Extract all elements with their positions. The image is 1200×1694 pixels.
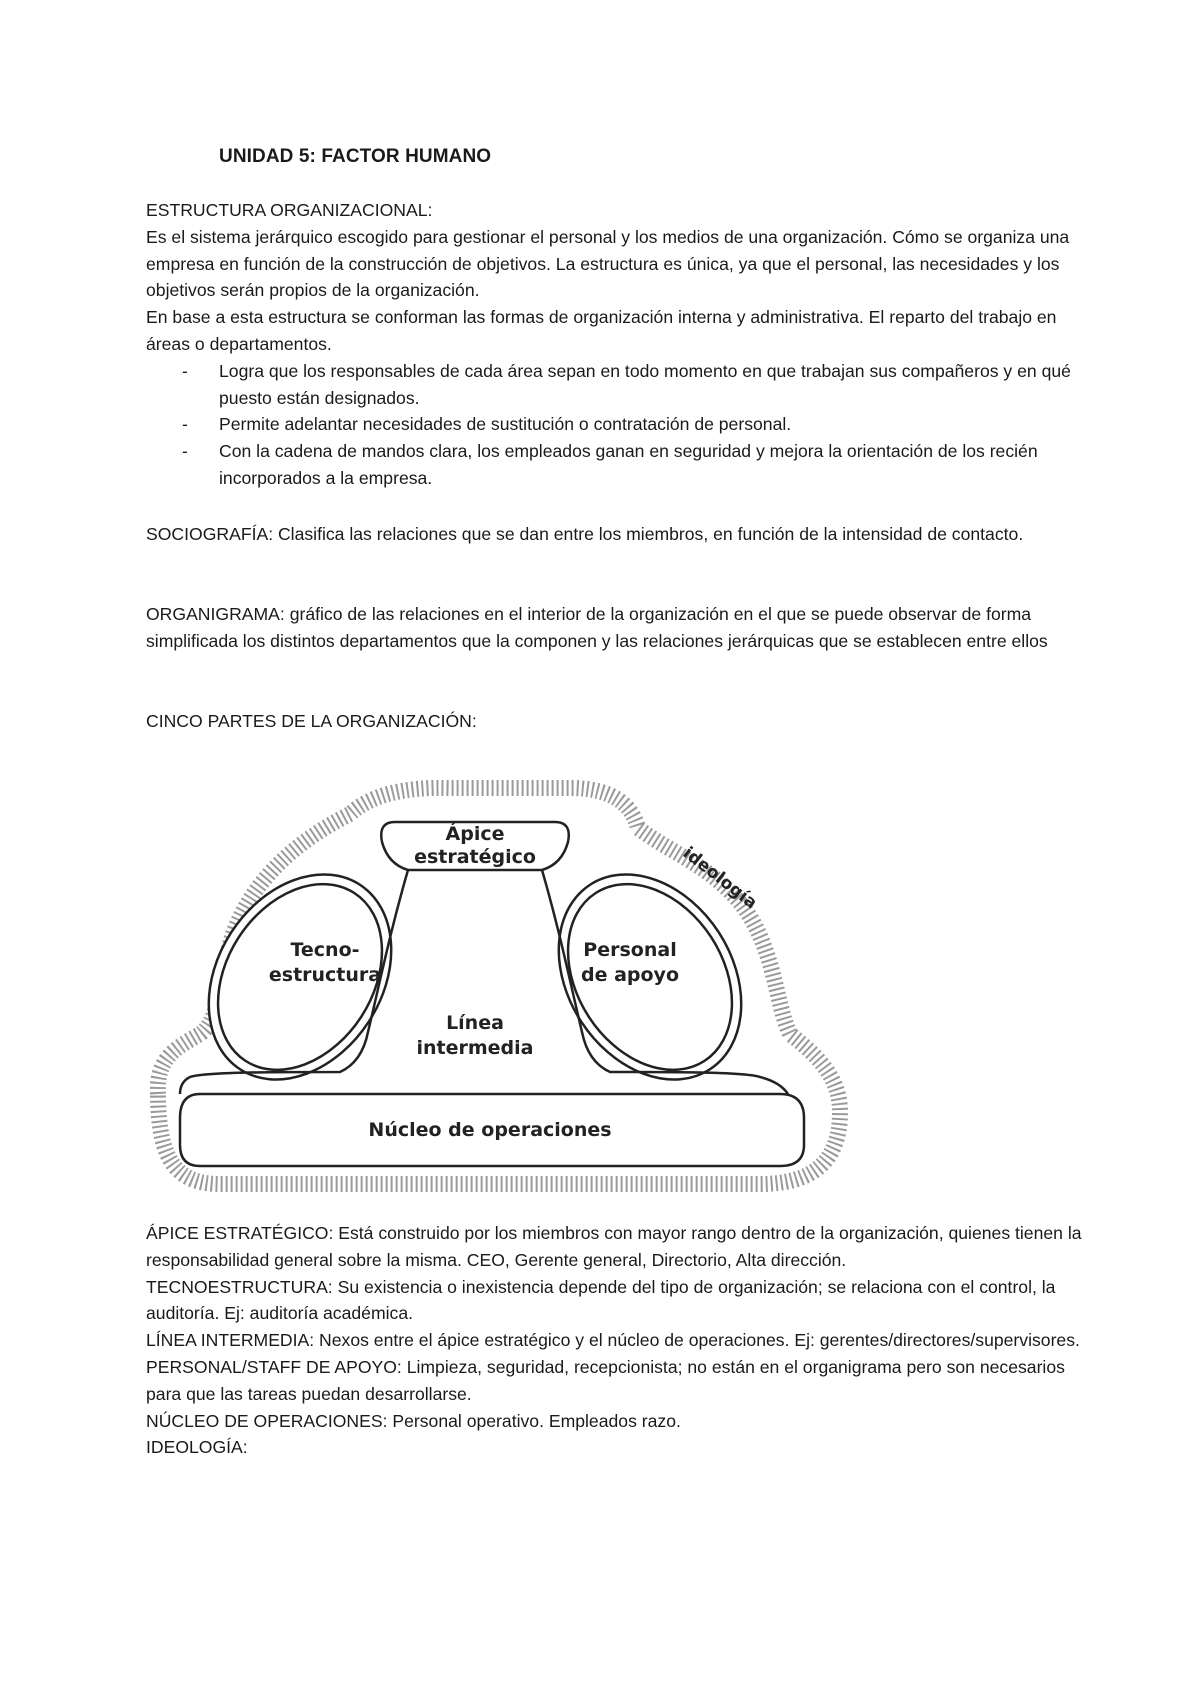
apice-label: estratégico: [414, 846, 536, 868]
bullet-marker: -: [182, 360, 188, 381]
definition-ideologia: IDEOLOGÍA:: [146, 1437, 248, 1458]
paragraph: Es el sistema jerárquico escogido para gestionar el personal y los medios de una organización. Cómo se organiza una empresa en función de la construcción de objetivos. La estructura es única, ya que el personal, las necesidades y los objetivos serán propios de la organización.: [146, 226, 1070, 301]
sociografia-paragraph: SOCIOGRAFÍA: Clasifica las relaciones que se dan entre los miembros, en función de la intensidad de contacto.: [146, 524, 1024, 544]
definition-personal-apoyo: PERSONAL/STAFF DE APOYO: Limpieza, seguridad, recepcionista; no están en el organigrama pero son necesarios para que las tareas puedan desarrollarse.: [146, 1356, 1065, 1404]
definitions-section: [146, 1220, 1086, 1461]
personal-apoyo-label: Personal: [583, 939, 677, 961]
ideologia-label: ideología: [678, 843, 761, 914]
apice-label: Ápice: [445, 823, 505, 845]
personal-apoyo-label: de apoyo: [580, 964, 680, 986]
page-title: UNIDAD 5: FACTOR HUMANO: [219, 146, 492, 167]
cinco-partes-heading: CINCO PARTES DE LA ORGANIZACIÓN:: [146, 711, 477, 731]
tecnoestructura-label: estructura: [268, 964, 382, 986]
list-item: [146, 411, 1086, 438]
tecnoestructura-label: Tecno-: [290, 939, 360, 961]
bullet-marker: -: [182, 414, 188, 435]
organigrama-paragraph: ORGANIGRAMA: gráfico de las relaciones en el interior de la organización en el que se puede observar de forma simplificada los distintos departamentos que la componen y las relaciones jerárquicas que se establecen entre ellos: [146, 604, 1048, 651]
definition-linea-intermedia: LÍNEA INTERMEDIA: Nexos entre el ápice estratégico y el núcleo de operaciones. Ej: gerentes/directores/supervisores.: [146, 1330, 1080, 1351]
list-item-text: Con la cadena de mandos clara, los empleados ganan en seguridad y mejora la orientación de los recién incorporados a la empresa.: [219, 441, 1038, 488]
list-item: [146, 438, 1086, 492]
paragraph: En base a esta estructura se conforman las formas de organización interna y administrativa. El reparto del trabajo en áreas o departamentos.: [146, 307, 1057, 354]
organization-diagram-svg: [150, 772, 850, 1212]
bullet-list: [146, 358, 1086, 492]
bullet-marker: -: [182, 441, 188, 462]
nucleo-label: Núcleo de operaciones: [368, 1119, 612, 1141]
linea-intermedia-label: intermedia: [416, 1037, 534, 1059]
list-item-text: Permite adelantar necesidades de sustitución o contratación de personal.: [219, 414, 792, 435]
section-heading: ESTRUCTURA ORGANIZACIONAL:: [146, 200, 433, 220]
definition-apice: ÁPICE ESTRATÉGICO: Está construido por los miembros con mayor rango dentro de la organización, quienes tienen la responsabilidad general sobre la misma. CEO, Gerente general, Directorio, Alta dirección.: [146, 1223, 1082, 1270]
list-item-text: Logra que los responsables de cada área sepan en todo momento en que trabajan sus compañeros y en qué puesto están designados.: [219, 360, 1071, 408]
estructura-section: [146, 197, 1086, 492]
organization-diagram: [150, 772, 850, 1212]
definition-tecnoestructura: TECNOESTRUCTURA: Su existencia o inexistencia depende del tipo de organización; se relaciona con el control, la auditoría. Ej: auditoría académica.: [146, 1276, 1056, 1324]
list-item: [146, 358, 1086, 412]
definition-nucleo: NÚCLEO DE OPERACIONES: Personal operativo. Empleados razo.: [146, 1410, 681, 1431]
linea-intermedia-label: Línea: [446, 1012, 504, 1034]
